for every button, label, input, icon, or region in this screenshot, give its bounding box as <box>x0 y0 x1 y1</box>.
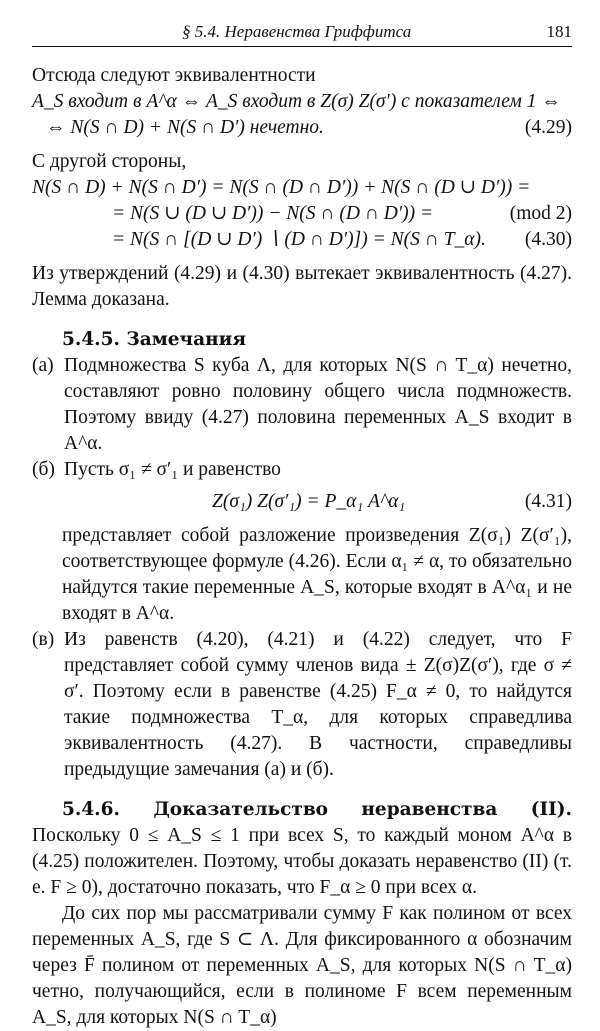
page-header <box>32 22 572 47</box>
running-title: § 5.4. Неравенства Гриффитса <box>182 22 412 41</box>
paragraph-equivalences-intro: Отсюда следуют эквивалентности <box>32 65 316 86</box>
equation-mod-2: (mod 2) <box>509 203 572 224</box>
equation-4-30-line1: N(S ∩ D) + N(S ∩ D′) = N(S ∩ (D ∩ D′)) + N(S ∩ (D ∪ D′)) = <box>32 177 531 198</box>
paragraph-polynomial: До сих пор мы рассматривали сумму F как полином от всех переменных A_S, где S ⊂ Λ. Для фиксированного α обозначим через F̄ полином от переменных A_S, для которых N(S ∩ T_α) четно, получающийся, если в полиноме F всем переменным A_S, для которых N(S ∩ T_α) <box>32 903 572 1028</box>
page-number: 181 <box>546 22 572 41</box>
equation-4-29-line1: A_S входит в A^α ⇔ A_S входит в Z(σ) Z(σ′) с показателем 1 ⇔ <box>32 91 561 112</box>
section-title-5-4-6: 5.4.6. Доказательство неравенства (II). <box>62 799 572 820</box>
page-body <box>32 63 572 1031</box>
remark-b <box>32 457 572 483</box>
remark-b-label: (б) <box>32 459 55 480</box>
equation-number-4-31: (4.31) <box>524 491 572 512</box>
equation-number-4-29: (4.29) <box>524 117 572 138</box>
equation-4-30-line2: = N(S ∪ (D ∪ D′)) − N(S ∩ (D ∩ D′)) = (mod 2) <box>32 201 572 227</box>
remark-c-text: Из равенств (4.20), (4.21) и (4.22) следует, что F представляет собой сумму членов вида ± Z(σ)Z(σ′), где σ ≠ σ′. Поэтому если в равенстве (4.25) F_α ≠ 0, то найдутся такие подмножества T_α, для которых справедлива эквивалентность (4.27). В частности, справедливы предыдущие замечания (а) и (б). <box>64 629 572 780</box>
equation-number-4-30: (4.30) <box>524 229 572 250</box>
remark-a <box>32 353 572 457</box>
paragraph-proof-ii: 5.4.6. Доказательство неравенства (II). Поскольку 0 ≤ A_S ≤ 1 при всех S, то каждый моном A^α в (4.25) положителен. Поэтому, чтобы доказать неравенство (II) (т. е. F ≥ 0), достаточно показать, что F_α ≥ 0 при всех α. <box>32 799 572 898</box>
remark-c <box>32 627 572 783</box>
remark-b-text: Пусть σ₁ ≠ σ′₁ и равенство <box>64 459 281 480</box>
equation-4-29-line2: ⇔ N(S ∩ D) + N(S ∩ D′) нечетно. (4.29) <box>32 115 572 141</box>
remark-c-label: (в) <box>32 629 55 650</box>
section-title-5-4-5: 5.4.5. Замечания <box>62 329 247 350</box>
remark-a-label: (а) <box>32 355 54 376</box>
book-page <box>32 22 572 1031</box>
equation-4-30-line3: = N(S ∩ [(D ∪ D′) ∖ (D ∩ D′)]) = N(S ∩ T_α). (4.30) <box>32 227 572 253</box>
equation-4-31: Z(σ₁) Z(σ′₁) = P_α₁ A^α₁ (4.31) <box>32 489 572 515</box>
remark-b-continuation: представляет собой разложение произведения Z(σ₁) Z(σ′₁), соответствующее формуле (4.26). Если α₁ ≠ α, то обязательно найдутся такие переменные A_S, которые входят в A^α₁ и не входят в A^α. <box>62 525 572 624</box>
paragraph-other-side: С другой стороны, <box>32 151 187 172</box>
paragraph-lemma-proved: Из утверждений (4.29) и (4.30) вытекает эквивалентность (4.27). Лемма доказана. <box>32 263 572 310</box>
remark-a-text: Подмножества S куба Λ, для которых N(S ∩ T_α) нечетно, составляют ровно половину общего числа подмножеств. Поэтому ввиду (4.27) половина переменных A_S входит в A^α. <box>64 355 572 454</box>
